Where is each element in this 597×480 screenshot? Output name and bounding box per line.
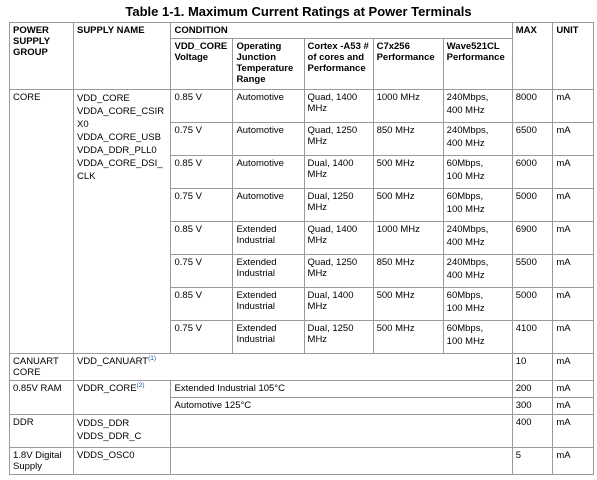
voltage-cell: 0.85 V [171,288,233,321]
max-cell: 5000 [512,189,553,222]
wave-cell [443,123,512,156]
table-row [10,354,594,381]
wave-cell [443,288,512,321]
c7x-cell: 1000 MHz [373,222,443,255]
unit-cell: mA [553,255,594,288]
unit-cell: mA [553,321,594,354]
unit-cell: mA [553,398,594,415]
cortex-cell: Dual, 1250 MHz [304,189,373,222]
header-unit: UNIT [553,23,594,90]
supply-name: VDD_CORE [76,93,130,104]
max-cell: 5500 [512,255,553,288]
wave-freq: 100 MHz [446,203,485,215]
max-cell: 200 [512,381,553,398]
group-cell: CANUART CORE [10,354,74,381]
wave-freq: 100 MHz [446,335,485,347]
supply-name-cell [73,381,171,415]
max-cell: 4100 [512,321,553,354]
supply-name: VDDS_DDR [76,418,130,429]
supply-name: VDDA_CORE_DSI_CLK [76,158,163,182]
max-cell: 6900 [512,222,553,255]
group-cell: DDR [10,415,74,448]
temperature-cell: Extended Industrial [233,222,304,255]
header-max: MAX [512,23,553,90]
max-cell: 400 [512,415,553,448]
supply-name: VDDS_DDR_C [76,431,142,442]
voltage-cell: 0.85 V [171,222,233,255]
wave-rate: 240Mbps, [446,257,489,268]
c7x-cell: 500 MHz [373,321,443,354]
header-temperature-range: Operating Junction Temperature Range [233,39,304,90]
supply-name: VDDA_CORE_USB [76,132,161,143]
wave-freq: 100 MHz [446,170,485,182]
temperature-cell: Extended Industrial [233,255,304,288]
max-cell: 8000 [512,90,553,123]
wave-cell [443,255,512,288]
wave-cell [443,222,512,255]
table-row [10,381,594,398]
max-cell: 6500 [512,123,553,156]
wave-rate: 240Mbps, [446,92,489,103]
wave-rate: 240Mbps, [446,224,489,235]
condition-cell: Automotive 125°C [171,398,512,415]
wave-cell [443,90,512,123]
table-row [10,90,594,123]
cortex-cell: Dual, 1400 MHz [304,288,373,321]
c7x-cell: 500 MHz [373,156,443,189]
temperature-cell: Automotive [233,123,304,156]
unit-cell: mA [553,415,594,448]
temperature-cell: Automotive [233,189,304,222]
unit-cell: mA [553,288,594,321]
temperature-cell: Automotive [233,90,304,123]
cortex-cell: Quad, 1250 MHz [304,255,373,288]
condition-cell [171,448,512,475]
c7x-cell: 1000 MHz [373,90,443,123]
unit-cell: mA [553,222,594,255]
supply-name: VDDA_DDR_PLL0 [76,145,157,156]
wave-freq: 400 MHz [446,269,485,281]
wave-cell [443,189,512,222]
supply-name: VDDR_CORE [76,383,137,394]
c7x-cell: 850 MHz [373,255,443,288]
cortex-cell: Dual, 1400 MHz [304,156,373,189]
max-cell: 5 [512,448,553,475]
table-title: Table 1-1. Maximum Current Ratings at Power Terminals [125,4,472,19]
temperature-cell: Extended Industrial [233,288,304,321]
voltage-cell: 0.75 V [171,189,233,222]
cortex-cell: Dual, 1250 MHz [304,321,373,354]
supply-name-cell: VDDS_OSC0 [73,448,171,475]
wave-rate: 240Mbps, [446,125,489,136]
table-row [10,415,594,448]
header-condition: CONDITION [171,23,512,39]
wave-rate: 60Mbps, [446,158,484,169]
condition-cell [171,415,512,448]
wave-rate: 60Mbps, [446,290,484,301]
c7x-cell: 850 MHz [373,123,443,156]
voltage-cell: 0.75 V [171,255,233,288]
unit-cell: mA [553,156,594,189]
wave-cell [443,156,512,189]
supply-name-cell [73,90,171,354]
footnote-link[interactable]: (2) [136,381,145,389]
cortex-cell: Quad, 1400 MHz [304,90,373,123]
header-wave521cl: Wave521CL Performance [443,39,512,90]
max-cell: 5000 [512,288,553,321]
header-cortex-a53: Cortex -A53 # of cores and Performance [304,39,373,90]
group-cell: 1.8V Digital Supply [10,448,74,475]
table-row [10,448,594,475]
supply-name-cell [73,415,171,448]
cortex-cell: Quad, 1400 MHz [304,222,373,255]
wave-freq: 400 MHz [446,236,485,248]
voltage-cell: 0.85 V [171,90,233,123]
wave-rate: 60Mbps, [446,191,484,202]
supply-name: VDDA_CORE_CSIRX0 [76,106,165,130]
unit-cell: mA [553,90,594,123]
wave-cell [443,321,512,354]
unit-cell: mA [553,189,594,222]
max-cell: 6000 [512,156,553,189]
condition-cell: Extended Industrial 105°C [171,381,512,398]
wave-freq: 400 MHz [446,137,485,149]
header-vdd-core-voltage: VDD_CORE Voltage [171,39,233,90]
wave-freq: 400 MHz [446,104,485,116]
c7x-cell: 500 MHz [373,189,443,222]
unit-cell: mA [553,381,594,398]
voltage-cell: 0.75 V [171,123,233,156]
header-c7x256: C7x256 Performance [373,39,443,90]
unit-cell: mA [553,123,594,156]
voltage-cell: 0.75 V [171,321,233,354]
current-ratings-table [9,22,594,475]
voltage-cell: 0.85 V [171,156,233,189]
max-cell: 300 [512,398,553,415]
unit-cell: mA [553,448,594,475]
footnote-link[interactable]: (1) [148,354,157,362]
wave-rate: 60Mbps, [446,323,484,334]
cortex-cell: Quad, 1250 MHz [304,123,373,156]
temperature-cell: Automotive [233,156,304,189]
header-power-supply-group: POWER SUPPLY GROUP [10,23,74,90]
wave-freq: 100 MHz [446,302,485,314]
max-cell: 10 [512,354,553,381]
unit-cell: mA [553,354,594,381]
group-cell: 0.85V RAM [10,381,74,415]
group-cell: CORE [10,90,74,354]
header-row [10,23,594,39]
temperature-cell: Extended Industrial [233,321,304,354]
supply-name: VDD_CANUART [76,356,149,367]
supply-name-cell [73,354,512,381]
header-supply-name: SUPPLY NAME [73,23,171,90]
c7x-cell: 500 MHz [373,288,443,321]
